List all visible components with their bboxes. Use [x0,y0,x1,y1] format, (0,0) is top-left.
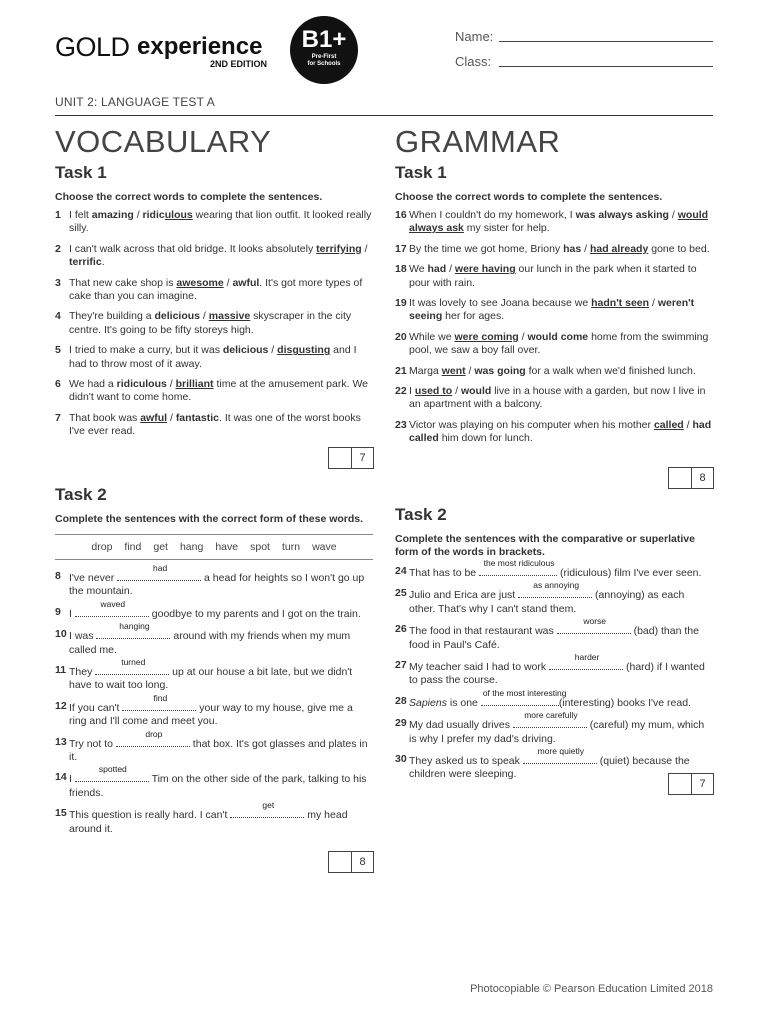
question-15: 15 This question is really hard. I can't get my head around it. [55,800,348,835]
question-19: 19 It was lovely to see Joana because we hadn't seen / weren't seeing her for ages. [395,297,695,323]
question-6: 6 We had a ridiculous / brilliant time at the amusement park. We didn't want to come home. [55,378,369,404]
name-field[interactable] [455,29,713,47]
answer-blank[interactable]: hanging [96,628,170,639]
name-line[interactable] [499,41,713,42]
level-badge [290,16,358,84]
question-12: 12 If you can't find your way to my house, give me a ring and I'll come and meet you. [55,692,353,728]
score-value: 8 [359,856,366,868]
word-item: get [153,541,168,553]
answer-blank[interactable]: turned [95,664,169,675]
score-value: 7 [699,778,706,790]
word-item: have [215,541,239,553]
answer-blank[interactable]: find [122,700,196,711]
question-26: 26 The food in that restaurant was worse (bad) than the food in Paul's Café. [395,616,699,651]
class-field[interactable] [455,54,713,72]
question-27: 27 My teacher said I had to work harder (hard) if I wanted to pass the course. [395,652,705,687]
question-24: 24 That has to be the most ridiculous (ridiculous) film I've ever seen. [395,558,702,579]
question-20: 20 While we were coming / would come home from the swimming pool, we saw a boy fall over. [395,330,709,357]
word-box [55,534,373,560]
word-item: hang [179,541,204,553]
answer-blank[interactable]: of the most interesting [481,695,559,706]
answer-blank[interactable]: drop [116,736,190,747]
brand-gold: GOLD [55,32,130,62]
level-sub-2: for Schools [307,61,341,67]
answer-blank[interactable]: spotted [75,771,149,782]
grammar-title: GRAMMAR [395,124,561,159]
word-item: spot [250,541,270,553]
question-16: 16 When I couldn't do my homework, I was always asking / would always ask my sister for help. [395,209,709,235]
edition-label: 2ND EDITION [210,59,268,69]
vocabulary-title: VOCABULARY [55,124,272,159]
answer-blank[interactable]: harder [549,659,623,670]
name-label: Name: [455,29,494,44]
task-instruction: Choose the correct words to complete the sentences. [55,191,323,203]
question-28: 28 Sapiens is one of the most interesting (interesting) books I've read. [395,687,691,709]
word-item: drop [91,541,113,553]
answer-blank[interactable]: the most ridiculous [479,565,557,576]
vocabulary-task-1 [55,163,373,439]
score-value: 7 [359,452,366,464]
question-18: 18 We had / were having our lunch in the park when it started to pour with rain. [395,263,697,289]
question-23: 23 Victor was playing on his computer when his mother called / had called him down for lunch. [395,418,712,445]
question-17: 17 By the time we got home, Briony has / had already gone to bed. [395,242,710,255]
task-instruction: Choose the correct words to complete the sentences. [395,191,663,203]
question-5: 5 I tried to make a curry, but it was delicious / disgusting and I had to throw most of it away. [55,344,357,370]
header-divider [55,115,713,116]
answer-blank[interactable]: as annoying [518,587,592,598]
vocabulary-task-2 [55,485,373,836]
question-10: 10 I was hanging around with my friends when my mum called me. [55,621,351,656]
word-item: find [124,541,142,553]
class-label: Class: [455,54,492,69]
question-14: 14 I spotted Tim on the other side of the park, talking to his friends. [55,764,367,799]
answer-blank[interactable]: get [230,807,304,818]
answer-blank[interactable]: waved [75,606,149,617]
score-box-grammar-task-2[interactable] [668,773,714,795]
question-29: 29 My dad usually drives more carefully (careful) my mum, which is why I prefer my dad's driving. [395,710,705,745]
level-label: B1+ [301,26,347,53]
question-8: 8 I've never had a head for heights so I won't go up the mountain. [55,563,365,598]
question-4: 4 They're building a delicious / massive skyscraper in the city centre. It's going to be fifty storeys high. [55,310,352,336]
question-21: 21 Marga went / was going for a walk when we'd finished lunch. [395,364,696,377]
score-box-vocab-task-1[interactable] [328,447,374,469]
class-line[interactable] [499,66,713,67]
level-sub-1: Pre-First [311,54,337,60]
score-value: 8 [699,472,706,484]
question-13: 13 Try not to drop that box. It's got glasses and plates in it. [55,728,368,764]
question-25: 25 Julio and Erica are just as annoying (annoying) as each other. That's why I can't stand them. [395,580,685,615]
question-3: 3 That new cake shop is awesome / awful. It's got more types of cake than you can imagine. [55,276,363,303]
task-instruction: Complete the sentences with the correct form of these words. [55,513,364,525]
question-30: 30 They asked us to speak more quietly (quiet) because the children were sleeping. [395,746,690,781]
unit-heading: UNIT 2: LANGUAGE TEST A [55,95,215,109]
question-1: 1 I felt amazing / ridiculous wearing that lion outfit. It looked really silly. [55,209,372,235]
score-box-vocab-task-2[interactable] [328,851,374,873]
answer-blank[interactable]: more quietly [523,753,597,764]
task-title: Task 2 [395,505,447,524]
answer-blank[interactable]: more carefully [513,717,587,728]
answer-blank[interactable]: worse [557,623,631,634]
grammar-task-2 [395,505,713,782]
question-11: 11 They turned up at our house a bit late, but we didn't have to wait too long. [55,657,353,692]
question-9: 9 I waved goodbye to my parents and I got on the train. [55,598,361,620]
copyright-footer: Photocopiable © Pearson Education Limited 2018 [470,983,713,995]
score-box-grammar-task-1[interactable] [668,467,714,489]
question-2: 2 I can't walk across that old bridge. It looks absolutely terrifying / terrific. [55,242,368,269]
question-7: 7 That book was awful / fantastic. It was one of the worst books I've ever read. [55,411,361,438]
question-22: 22 I used to / would live in a house with a garden, but now I live in an apartment with a balcony. [395,385,706,411]
task-instruction: Complete the sentences with the comparative or superlative form of the words in brackets. [395,533,695,558]
word-item: turn [281,541,301,553]
task-title: Task 1 [395,163,447,182]
grammar-task-1 [395,163,713,446]
task-title: Task 2 [55,485,107,504]
task-title: Task 1 [55,163,107,182]
word-item: wave [312,541,337,553]
brand-experience: experience [137,33,263,60]
answer-blank[interactable]: had [117,570,201,581]
